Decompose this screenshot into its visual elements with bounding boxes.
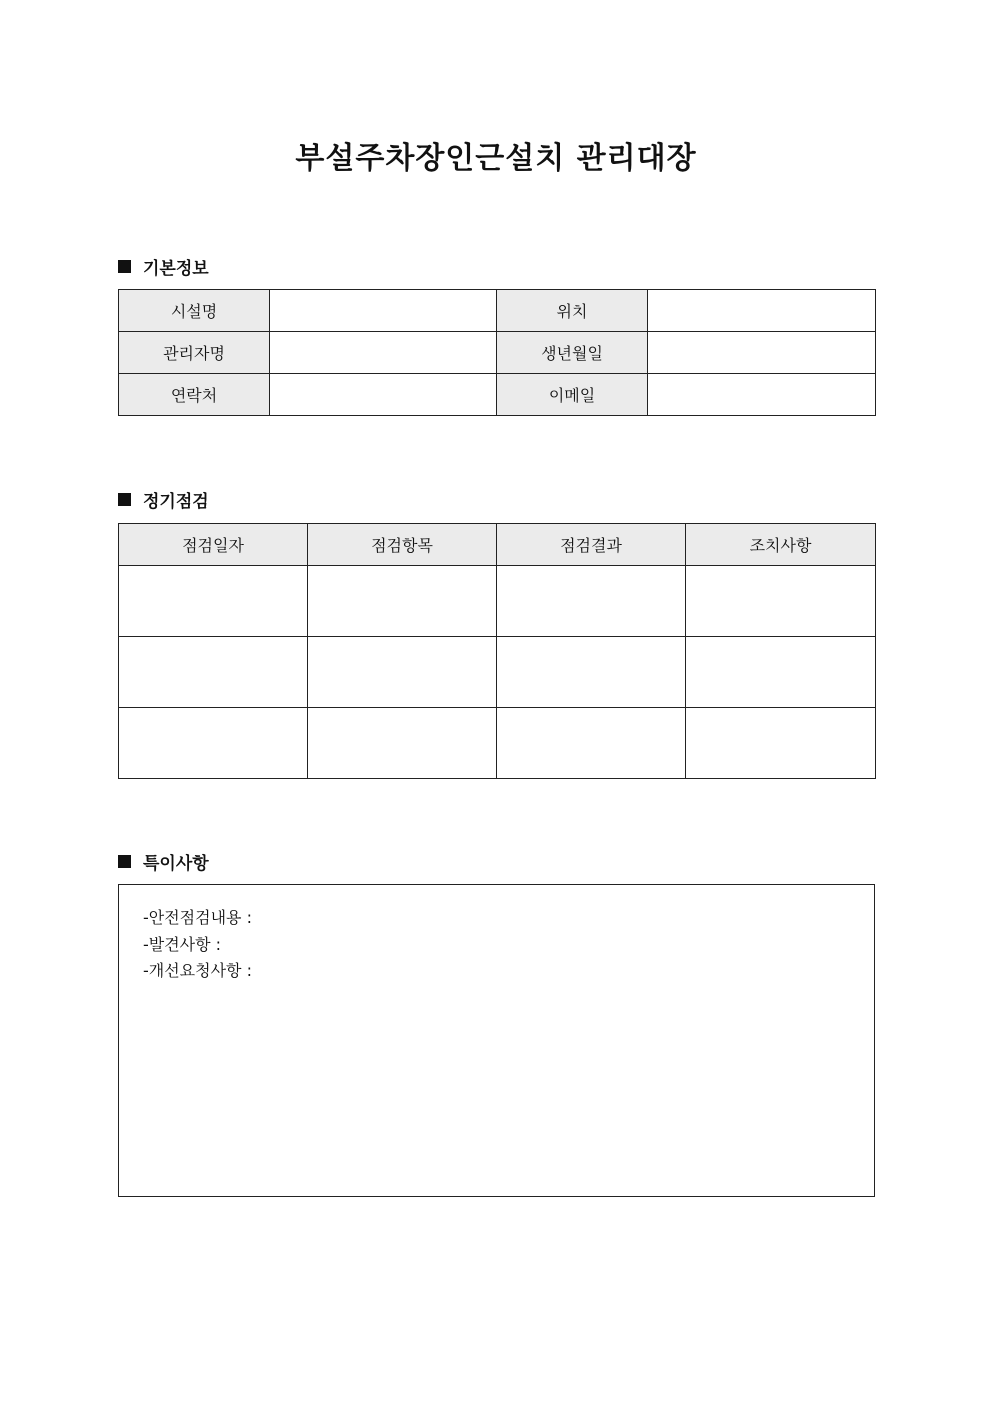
label-manager-name: 관리자명: [119, 332, 270, 374]
table-row: [119, 332, 876, 374]
label-contact: 연락처: [119, 374, 270, 416]
table-cell[interactable]: [497, 708, 686, 779]
section-heading-inspection: [118, 487, 209, 512]
section-heading-label: 정기점검: [143, 492, 209, 512]
table-cell[interactable]: [308, 708, 497, 779]
table-cell[interactable]: [119, 637, 308, 708]
label-facility-name: 시설명: [119, 290, 270, 332]
inspection-table: [118, 523, 876, 779]
table-row: [119, 708, 876, 779]
field-location[interactable]: [648, 290, 876, 332]
section-heading-basic: [118, 254, 209, 279]
basic-info-table: [118, 289, 876, 416]
field-contact[interactable]: [270, 374, 497, 416]
table-cell[interactable]: [686, 566, 876, 637]
section-heading-label: 특이사항: [143, 854, 209, 874]
note-line-safety-inspection: -안전점검내용 :: [143, 908, 252, 927]
table-cell[interactable]: [119, 708, 308, 779]
table-cell[interactable]: [686, 637, 876, 708]
note-line-improvement-requests: -개선요청사항 :: [143, 961, 252, 980]
table-cell[interactable]: [497, 637, 686, 708]
page-title: 부설주차장인근설치 관리대장: [295, 141, 697, 176]
black-square-icon: [118, 260, 131, 273]
section-heading-label: 기본정보: [143, 259, 209, 279]
table-cell[interactable]: [308, 566, 497, 637]
column-header-inspection-result: 점검결과: [497, 524, 686, 566]
note-line-findings: -발견사항 :: [143, 934, 222, 954]
section-heading-notes: [118, 849, 209, 874]
field-facility-name[interactable]: [270, 290, 497, 332]
table-row: [119, 566, 876, 637]
column-header-inspection-item: 점검항목: [308, 524, 497, 566]
table-cell[interactable]: [308, 637, 497, 708]
table-cell[interactable]: [119, 566, 308, 637]
field-email[interactable]: [648, 374, 876, 416]
notes-lines: [143, 905, 252, 985]
notes-box[interactable]: [118, 884, 875, 1197]
column-header-action-taken: 조치사항: [686, 524, 876, 566]
field-manager-name[interactable]: [270, 332, 497, 374]
table-row: [119, 290, 876, 332]
label-email: 이메일: [497, 374, 648, 416]
table-header-row: [119, 524, 876, 566]
table-cell[interactable]: [497, 566, 686, 637]
label-location: 위치: [497, 290, 648, 332]
table-cell[interactable]: [686, 708, 876, 779]
table-row: [119, 637, 876, 708]
black-square-icon: [118, 493, 131, 506]
label-birth-date: 생년월일: [497, 332, 648, 374]
black-square-icon: [118, 855, 131, 868]
column-header-inspection-date: 점검일자: [119, 524, 308, 566]
field-birth-date[interactable]: [648, 332, 876, 374]
table-row: [119, 374, 876, 416]
